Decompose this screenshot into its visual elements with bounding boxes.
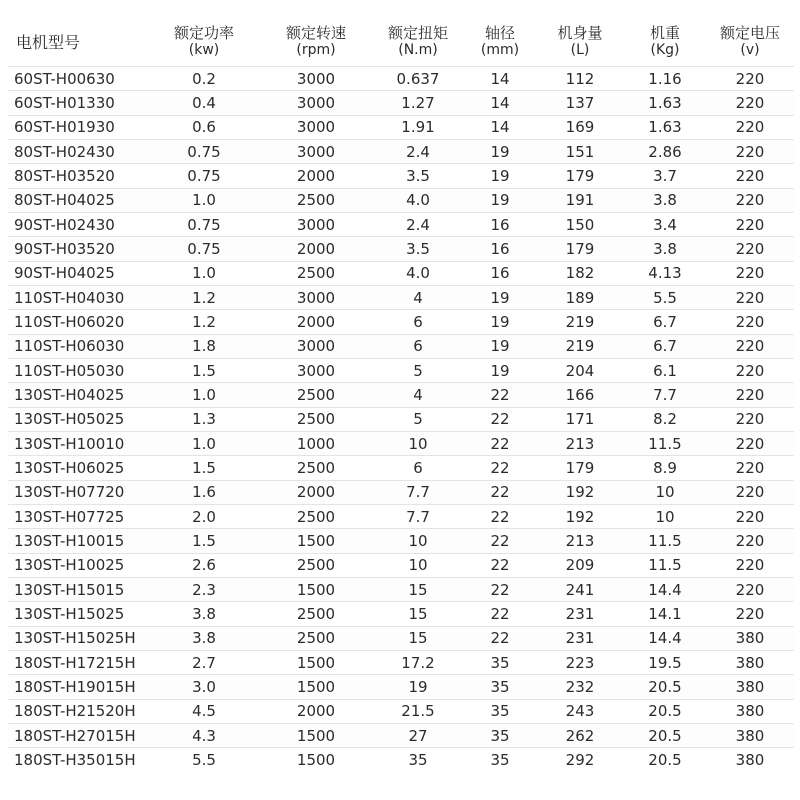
shaft-cell: 35: [464, 748, 536, 772]
power-cell: 2.7: [148, 650, 260, 674]
power-cell: 5.5: [148, 748, 260, 772]
torque-cell: 27: [372, 723, 464, 747]
weight-cell: 10: [624, 480, 706, 504]
speed-cell: 3000: [260, 212, 372, 236]
model-cell: 130ST-H15015: [8, 577, 148, 601]
model-cell: 180ST-H17215H: [8, 650, 148, 674]
length-cell: 166: [536, 383, 624, 407]
col-power-header: [148, 18, 260, 67]
shaft-cell: 35: [464, 723, 536, 747]
col-weight-header: [624, 18, 706, 67]
length-cell: 192: [536, 480, 624, 504]
shaft-cell: 14: [464, 115, 536, 139]
table-row: [8, 383, 794, 407]
weight-cell: 20.5: [624, 699, 706, 723]
table-row: [8, 115, 794, 139]
power-cell: 1.5: [148, 456, 260, 480]
header-unit: (L): [570, 42, 590, 58]
speed-cell: 2000: [260, 237, 372, 261]
voltage-cell: 220: [706, 456, 794, 480]
weight-cell: 3.7: [624, 164, 706, 188]
length-cell: 209: [536, 553, 624, 577]
voltage-cell: 220: [706, 577, 794, 601]
torque-cell: 35: [372, 748, 464, 772]
model-cell: 110ST-H05030: [8, 358, 148, 382]
model-cell: 130ST-H10015: [8, 529, 148, 553]
model-cell: 90ST-H03520: [8, 237, 148, 261]
weight-cell: 3.8: [624, 237, 706, 261]
power-cell: 0.75: [148, 164, 260, 188]
torque-cell: 4: [372, 285, 464, 309]
voltage-cell: 380: [706, 675, 794, 699]
torque-cell: 4: [372, 383, 464, 407]
shaft-cell: 14: [464, 91, 536, 115]
voltage-cell: 220: [706, 358, 794, 382]
power-cell: 2.3: [148, 577, 260, 601]
weight-cell: 11.5: [624, 431, 706, 455]
power-cell: 1.2: [148, 310, 260, 334]
model-cell: 80ST-H02430: [8, 139, 148, 163]
model-cell: 60ST-H00630: [8, 67, 148, 91]
table-row: [8, 480, 794, 504]
length-cell: 231: [536, 626, 624, 650]
weight-cell: 7.7: [624, 383, 706, 407]
speed-cell: 2500: [260, 553, 372, 577]
voltage-cell: 220: [706, 310, 794, 334]
model-cell: 130ST-H10010: [8, 431, 148, 455]
power-cell: 1.0: [148, 261, 260, 285]
speed-cell: 2500: [260, 456, 372, 480]
length-cell: 213: [536, 431, 624, 455]
table-row: [8, 67, 794, 91]
shaft-cell: 19: [464, 139, 536, 163]
shaft-cell: 22: [464, 383, 536, 407]
table-header: [8, 18, 794, 67]
voltage-cell: 220: [706, 237, 794, 261]
table-row: [8, 748, 794, 772]
table-row: [8, 358, 794, 382]
shaft-cell: 19: [464, 334, 536, 358]
torque-cell: 6: [372, 334, 464, 358]
model-cell: 80ST-H03520: [8, 164, 148, 188]
table-row: [8, 261, 794, 285]
voltage-cell: 220: [706, 407, 794, 431]
speed-cell: 1500: [260, 529, 372, 553]
torque-cell: 1.27: [372, 91, 464, 115]
table-row: [8, 602, 794, 626]
speed-cell: 3000: [260, 67, 372, 91]
model-cell: 130ST-H06025: [8, 456, 148, 480]
torque-cell: 1.91: [372, 115, 464, 139]
voltage-cell: 220: [706, 115, 794, 139]
model-cell: 130ST-H07720: [8, 480, 148, 504]
voltage-cell: 380: [706, 650, 794, 674]
length-cell: 243: [536, 699, 624, 723]
shaft-cell: 19: [464, 188, 536, 212]
length-cell: 219: [536, 334, 624, 358]
weight-cell: 1.63: [624, 91, 706, 115]
shaft-cell: 22: [464, 431, 536, 455]
col-voltage-header: [706, 18, 794, 67]
weight-cell: 6.7: [624, 334, 706, 358]
table-row: [8, 188, 794, 212]
table-row: [8, 675, 794, 699]
speed-cell: 2500: [260, 602, 372, 626]
header-label: 额定扭矩: [387, 24, 448, 42]
shaft-cell: 35: [464, 650, 536, 674]
table-row: [8, 504, 794, 528]
torque-cell: 15: [372, 626, 464, 650]
length-cell: 262: [536, 723, 624, 747]
speed-cell: 1500: [260, 748, 372, 772]
torque-cell: 2.4: [372, 212, 464, 236]
power-cell: 1.3: [148, 407, 260, 431]
length-cell: 241: [536, 577, 624, 601]
power-cell: 1.8: [148, 334, 260, 358]
speed-cell: 2500: [260, 383, 372, 407]
shaft-cell: 19: [464, 310, 536, 334]
table-row: [8, 212, 794, 236]
speed-cell: 3000: [260, 358, 372, 382]
table-row: [8, 91, 794, 115]
speed-cell: 1500: [260, 675, 372, 699]
torque-cell: 0.637: [372, 67, 464, 91]
power-cell: 3.0: [148, 675, 260, 699]
torque-cell: 17.2: [372, 650, 464, 674]
speed-cell: 2500: [260, 407, 372, 431]
torque-cell: 5: [372, 358, 464, 382]
voltage-cell: 220: [706, 139, 794, 163]
header-unit: (N.m): [398, 42, 438, 58]
table-row: [8, 407, 794, 431]
weight-cell: 20.5: [624, 748, 706, 772]
power-cell: 1.2: [148, 285, 260, 309]
length-cell: 292: [536, 748, 624, 772]
power-cell: 0.75: [148, 212, 260, 236]
table-row: [8, 529, 794, 553]
model-cell: 110ST-H06030: [8, 334, 148, 358]
model-cell: 130ST-H15025H: [8, 626, 148, 650]
model-cell: 80ST-H04025: [8, 188, 148, 212]
speed-cell: 2000: [260, 480, 372, 504]
model-cell: 90ST-H04025: [8, 261, 148, 285]
header-unit: (Kg): [650, 42, 680, 58]
power-cell: 3.8: [148, 602, 260, 626]
shaft-cell: 22: [464, 602, 536, 626]
header-label: 额定转速: [285, 24, 346, 42]
power-cell: 1.0: [148, 431, 260, 455]
torque-cell: 3.5: [372, 237, 464, 261]
length-cell: 171: [536, 407, 624, 431]
speed-cell: 1500: [260, 650, 372, 674]
header-unit: (v): [740, 42, 760, 58]
weight-cell: 14.4: [624, 626, 706, 650]
voltage-cell: 220: [706, 91, 794, 115]
model-cell: 180ST-H35015H: [8, 748, 148, 772]
speed-cell: 1500: [260, 577, 372, 601]
col-torque-header: [372, 18, 464, 67]
weight-cell: 8.9: [624, 456, 706, 480]
torque-cell: 7.7: [372, 504, 464, 528]
power-cell: 1.5: [148, 358, 260, 382]
weight-cell: 4.13: [624, 261, 706, 285]
header-label: 轴径: [484, 24, 515, 42]
length-cell: 179: [536, 456, 624, 480]
weight-cell: 14.4: [624, 577, 706, 601]
speed-cell: 3000: [260, 334, 372, 358]
weight-cell: 8.2: [624, 407, 706, 431]
weight-cell: 6.1: [624, 358, 706, 382]
power-cell: 0.2: [148, 67, 260, 91]
speed-cell: 2500: [260, 504, 372, 528]
shaft-cell: 22: [464, 504, 536, 528]
length-cell: 112: [536, 67, 624, 91]
power-cell: 4.5: [148, 699, 260, 723]
voltage-cell: 220: [706, 529, 794, 553]
shaft-cell: 35: [464, 675, 536, 699]
weight-cell: 2.86: [624, 139, 706, 163]
col-model-header: [8, 18, 148, 67]
torque-cell: 19: [372, 675, 464, 699]
torque-cell: 3.5: [372, 164, 464, 188]
power-cell: 3.8: [148, 626, 260, 650]
shaft-cell: 14: [464, 67, 536, 91]
weight-cell: 5.5: [624, 285, 706, 309]
table-row: [8, 577, 794, 601]
power-cell: 0.6: [148, 115, 260, 139]
weight-cell: 6.7: [624, 310, 706, 334]
voltage-cell: 380: [706, 723, 794, 747]
table-row: [8, 456, 794, 480]
length-cell: 179: [536, 237, 624, 261]
length-cell: 191: [536, 188, 624, 212]
model-cell: 130ST-H07725: [8, 504, 148, 528]
weight-cell: 20.5: [624, 675, 706, 699]
table-row: [8, 553, 794, 577]
table-row: [8, 334, 794, 358]
torque-cell: 10: [372, 431, 464, 455]
torque-cell: 4.0: [372, 188, 464, 212]
table-row: [8, 431, 794, 455]
length-cell: 169: [536, 115, 624, 139]
voltage-cell: 220: [706, 602, 794, 626]
weight-cell: 19.5: [624, 650, 706, 674]
power-cell: 1.6: [148, 480, 260, 504]
weight-cell: 3.4: [624, 212, 706, 236]
shaft-cell: 35: [464, 699, 536, 723]
length-cell: 182: [536, 261, 624, 285]
model-cell: 180ST-H21520H: [8, 699, 148, 723]
voltage-cell: 220: [706, 261, 794, 285]
model-cell: 130ST-H05025: [8, 407, 148, 431]
header-label: 电机型号: [16, 32, 81, 52]
table-row: [8, 237, 794, 261]
voltage-cell: 220: [706, 504, 794, 528]
col-length-header: [536, 18, 624, 67]
shaft-cell: 22: [464, 553, 536, 577]
torque-cell: 5: [372, 407, 464, 431]
table-row: [8, 285, 794, 309]
model-cell: 110ST-H06020: [8, 310, 148, 334]
header-unit: (rpm): [296, 42, 336, 58]
model-cell: 180ST-H27015H: [8, 723, 148, 747]
length-cell: 219: [536, 310, 624, 334]
voltage-cell: 220: [706, 164, 794, 188]
torque-cell: 6: [372, 310, 464, 334]
speed-cell: 1500: [260, 723, 372, 747]
shaft-cell: 16: [464, 212, 536, 236]
shaft-cell: 22: [464, 577, 536, 601]
voltage-cell: 220: [706, 431, 794, 455]
model-cell: 130ST-H10025: [8, 553, 148, 577]
power-cell: 1.5: [148, 529, 260, 553]
model-cell: 110ST-H04030: [8, 285, 148, 309]
speed-cell: 3000: [260, 139, 372, 163]
header-label: 机身量: [557, 24, 603, 42]
shaft-cell: 19: [464, 164, 536, 188]
torque-cell: 21.5: [372, 699, 464, 723]
power-cell: 1.0: [148, 383, 260, 407]
header-label: 额定功率: [173, 24, 234, 42]
shaft-cell: 22: [464, 529, 536, 553]
speed-cell: 2000: [260, 699, 372, 723]
table-row: [8, 723, 794, 747]
model-cell: 60ST-H01330: [8, 91, 148, 115]
voltage-cell: 220: [706, 188, 794, 212]
length-cell: 179: [536, 164, 624, 188]
header-unit: (kw): [188, 42, 220, 58]
weight-cell: 10: [624, 504, 706, 528]
table-body: [8, 67, 794, 773]
table-row: [8, 699, 794, 723]
weight-cell: 11.5: [624, 553, 706, 577]
voltage-cell: 220: [706, 212, 794, 236]
table-row: [8, 139, 794, 163]
torque-cell: 2.4: [372, 139, 464, 163]
length-cell: 232: [536, 675, 624, 699]
power-cell: 1.0: [148, 188, 260, 212]
voltage-cell: 380: [706, 699, 794, 723]
model-cell: 90ST-H02430: [8, 212, 148, 236]
voltage-cell: 220: [706, 334, 794, 358]
speed-cell: 3000: [260, 91, 372, 115]
col-shaft-header: [464, 18, 536, 67]
length-cell: 204: [536, 358, 624, 382]
torque-cell: 15: [372, 577, 464, 601]
power-cell: 4.3: [148, 723, 260, 747]
table-row: [8, 310, 794, 334]
power-cell: 0.75: [148, 237, 260, 261]
shaft-cell: 22: [464, 480, 536, 504]
model-cell: 60ST-H01930: [8, 115, 148, 139]
motor-spec-table: [8, 18, 794, 772]
speed-cell: 2500: [260, 261, 372, 285]
speed-cell: 1000: [260, 431, 372, 455]
torque-cell: 4.0: [372, 261, 464, 285]
weight-cell: 20.5: [624, 723, 706, 747]
shaft-cell: 22: [464, 456, 536, 480]
table-row: [8, 164, 794, 188]
voltage-cell: 220: [706, 67, 794, 91]
col-speed-header: [260, 18, 372, 67]
length-cell: 137: [536, 91, 624, 115]
length-cell: 150: [536, 212, 624, 236]
speed-cell: 3000: [260, 115, 372, 139]
torque-cell: 10: [372, 553, 464, 577]
torque-cell: 7.7: [372, 480, 464, 504]
weight-cell: 1.16: [624, 67, 706, 91]
torque-cell: 10: [372, 529, 464, 553]
shaft-cell: 16: [464, 261, 536, 285]
table-row: [8, 626, 794, 650]
shaft-cell: 22: [464, 626, 536, 650]
length-cell: 213: [536, 529, 624, 553]
weight-cell: 3.8: [624, 188, 706, 212]
weight-cell: 11.5: [624, 529, 706, 553]
model-cell: 130ST-H04025: [8, 383, 148, 407]
spec-table-container: [8, 18, 794, 772]
torque-cell: 15: [372, 602, 464, 626]
voltage-cell: 220: [706, 285, 794, 309]
header-row: [8, 18, 794, 67]
length-cell: 189: [536, 285, 624, 309]
power-cell: 2.0: [148, 504, 260, 528]
length-cell: 192: [536, 504, 624, 528]
voltage-cell: 220: [706, 383, 794, 407]
speed-cell: 2500: [260, 626, 372, 650]
model-cell: 180ST-H19015H: [8, 675, 148, 699]
length-cell: 223: [536, 650, 624, 674]
shaft-cell: 19: [464, 285, 536, 309]
length-cell: 231: [536, 602, 624, 626]
header-unit: (mm): [480, 42, 520, 58]
header-label: 机重: [649, 24, 680, 42]
torque-cell: 6: [372, 456, 464, 480]
shaft-cell: 19: [464, 358, 536, 382]
speed-cell: 2000: [260, 164, 372, 188]
weight-cell: 14.1: [624, 602, 706, 626]
voltage-cell: 220: [706, 480, 794, 504]
power-cell: 0.75: [148, 139, 260, 163]
power-cell: 0.4: [148, 91, 260, 115]
shaft-cell: 16: [464, 237, 536, 261]
voltage-cell: 380: [706, 626, 794, 650]
table-row: [8, 650, 794, 674]
voltage-cell: 380: [706, 748, 794, 772]
model-cell: 130ST-H15025: [8, 602, 148, 626]
shaft-cell: 22: [464, 407, 536, 431]
header-label: 额定电压: [719, 24, 780, 42]
weight-cell: 1.63: [624, 115, 706, 139]
speed-cell: 3000: [260, 285, 372, 309]
speed-cell: 2000: [260, 310, 372, 334]
power-cell: 2.6: [148, 553, 260, 577]
voltage-cell: 220: [706, 553, 794, 577]
length-cell: 151: [536, 139, 624, 163]
speed-cell: 2500: [260, 188, 372, 212]
